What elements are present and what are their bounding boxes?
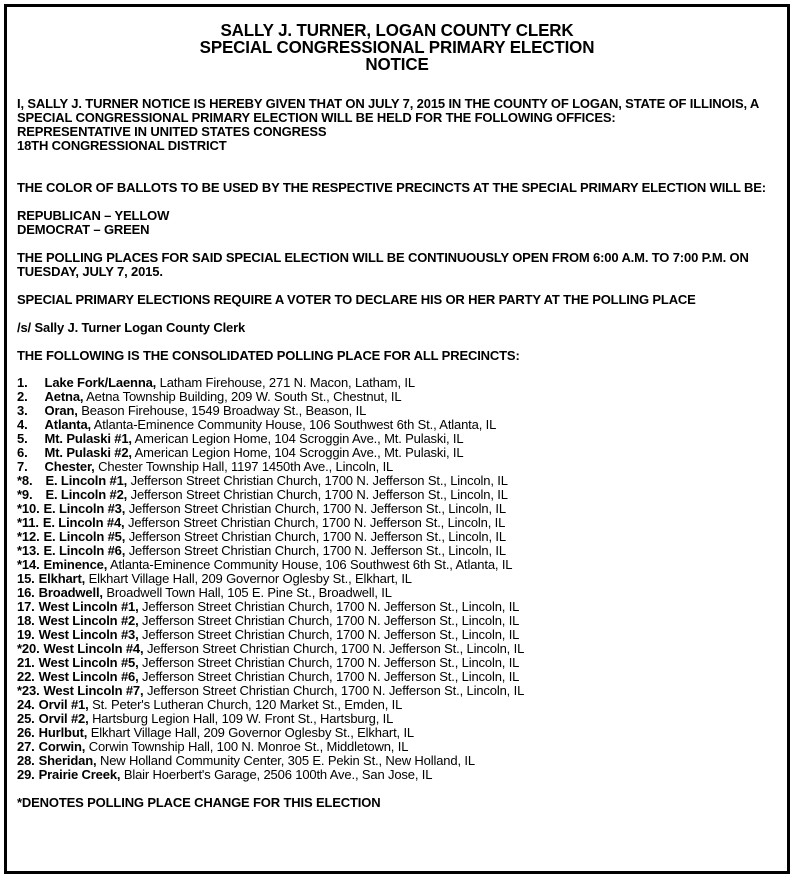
precinct-item (17, 754, 777, 768)
precinct-item (17, 376, 777, 390)
precinct-number: 29. (17, 767, 35, 782)
precinct-location: Elkhart Village Hall, 209 Governor Oglesby St., Elkhart, IL (88, 571, 412, 586)
precinct-location: American Legion Home, 104 Scroggin Ave., Mt. Pulaski, IL (134, 445, 464, 460)
precinct-location: Jefferson Street Christian Church, 1700 N. Jefferson St., Lincoln, IL (128, 501, 506, 516)
precinct-number: *20. (17, 641, 40, 656)
precinct-name: Orvil #2, (38, 711, 89, 726)
precinct-item (17, 390, 777, 404)
precinct-item (17, 530, 777, 544)
precinct-location: Jefferson Street Christian Church, 1700 N. Jefferson St., Lincoln, IL (130, 487, 508, 502)
precinct-location: Jefferson Street Christian Church, 1700 N. Jefferson St., Lincoln, IL (142, 613, 520, 628)
precinct-number: 25. (17, 711, 35, 726)
precinct-item (17, 544, 777, 558)
precinct-location: Latham Firehouse, 271 N. Macon, Latham, IL (159, 375, 415, 390)
precinct-name: West Lincoln #1, (38, 599, 139, 614)
precinct-number: 7. (17, 459, 28, 474)
precinct-number: *8. (17, 473, 33, 488)
precinct-number: *10. (17, 501, 40, 516)
precinct-location: Atlanta-Eminence Community House, 106 Southwest 6th St., Atlanta, IL (109, 557, 513, 572)
title-notice: NOTICE (365, 54, 429, 74)
precinct-item (17, 726, 777, 740)
polling-hours: THE POLLING PLACES FOR SAID SPECIAL ELECTION WILL BE CONTINUOUSLY OPEN FROM 6:00 A.M. TO 7:00 P.M. ON TUESDAY, JULY 7, 2015. (17, 250, 749, 279)
precinct-name: Corwin, (38, 739, 86, 754)
precinct-name: E. Lincoln #5, (43, 529, 126, 544)
precinct-list (17, 376, 777, 782)
precinct-location: New Holland Community Center, 305 E. Pekin St., New Holland, IL (99, 753, 475, 768)
precinct-number: 5. (17, 431, 28, 446)
ballot-color-republican: REPUBLICAN – YELLOW (17, 208, 170, 223)
precinct-name: West Lincoln #4, (43, 641, 144, 656)
precinct-name: Aetna, (44, 389, 84, 404)
precinct-name: Broadwell, (38, 585, 103, 600)
precinct-item (17, 768, 777, 782)
precinct-item (17, 404, 777, 418)
precinct-location: Jefferson Street Christian Church, 1700 N. Jefferson St., Lincoln, IL (128, 543, 506, 558)
precinct-name: West Lincoln #5, (38, 655, 139, 670)
precinct-number: 16. (17, 585, 35, 600)
notice-title (28, 22, 765, 73)
precinct-item (17, 460, 777, 474)
precinct-number: *14. (17, 557, 40, 572)
ballot-colors (17, 209, 777, 237)
precinct-item (17, 614, 777, 628)
precinct-item (17, 628, 777, 642)
precinct-item (17, 698, 777, 712)
precinct-item (17, 642, 777, 656)
title-election: SPECIAL CONGRESSIONAL PRIMARY ELECTION (199, 37, 595, 57)
precinct-item (17, 586, 777, 600)
precinct-name: Atlanta, (44, 417, 92, 432)
precinct-location: Aetna Township Building, 209 W. South St., Chestnut, IL (86, 389, 402, 404)
precinct-item (17, 712, 777, 726)
ballot-color-democrat: DEMOCRAT – GREEN (17, 222, 150, 237)
party-declaration: SPECIAL PRIMARY ELECTIONS REQUIRE A VOTER TO DECLARE HIS OR HER PARTY AT THE POLLING PLACE (17, 292, 696, 307)
district-name: 18TH CONGRESSIONAL DISTRICT (17, 138, 227, 153)
precinct-number: 17. (17, 599, 35, 614)
precinct-name: Mt. Pulaski #2, (44, 445, 132, 460)
precinct-name: Lake Fork/Laenna, (44, 375, 157, 390)
precinct-item (17, 600, 777, 614)
precinct-name: West Lincoln #3, (38, 627, 139, 642)
precinct-location: Chester Township Hall, 1197 1450th Ave., Lincoln, IL (98, 459, 394, 474)
precinct-name: Orvil #1, (38, 697, 89, 712)
precinct-number: 26. (17, 725, 35, 740)
precinct-name: Hurlbut, (38, 725, 88, 740)
precinct-name: Mt. Pulaski #1, (44, 431, 132, 446)
precinct-location: Jefferson Street Christian Church, 1700 N. Jefferson St., Lincoln, IL (142, 599, 520, 614)
precinct-location: Beason Firehouse, 1549 Broadway St., Beason, IL (81, 403, 367, 418)
precinct-name: E. Lincoln #2, (45, 487, 128, 502)
precinct-name: Prairie Creek, (38, 767, 121, 782)
precinct-item (17, 684, 777, 698)
precinct-name: West Lincoln #7, (43, 683, 144, 698)
precinct-name: West Lincoln #2, (38, 613, 139, 628)
precinct-number: 2. (17, 389, 28, 404)
precinct-name: E. Lincoln #3, (43, 501, 126, 516)
precinct-number: 27. (17, 739, 35, 754)
precinct-number: 15. (17, 571, 35, 586)
precinct-location: Jefferson Street Christian Church, 1700 N. Jefferson St., Lincoln, IL (142, 655, 520, 670)
precinct-list-heading: THE FOLLOWING IS THE CONSOLIDATED POLLING PLACE FOR ALL PRECINCTS: (17, 348, 520, 363)
precinct-location: Jefferson Street Christian Church, 1700 N. Jefferson St., Lincoln, IL (128, 529, 506, 544)
ballot-colors-intro: THE COLOR OF BALLOTS TO BE USED BY THE RESPECTIVE PRECINCTS AT THE SPECIAL PRIMARY ELECTION WILL BE: (17, 180, 766, 195)
precinct-number: 6. (17, 445, 28, 460)
precinct-item (17, 432, 777, 446)
precinct-item (17, 572, 777, 586)
precinct-number: 19. (17, 627, 35, 642)
precinct-location: Jefferson Street Christian Church, 1700 N. Jefferson St., Lincoln, IL (146, 683, 525, 698)
precinct-name: E. Lincoln #1, (45, 473, 128, 488)
precinct-item (17, 488, 777, 502)
precinct-name: E. Lincoln #6, (43, 543, 126, 558)
precinct-number: 24. (17, 697, 35, 712)
precinct-location: Jefferson Street Christian Church, 1700 N. Jefferson St., Lincoln, IL (130, 473, 508, 488)
precinct-item (17, 656, 777, 670)
precinct-number: *23. (17, 683, 40, 698)
precinct-number: 18. (17, 613, 35, 628)
precinct-number: 3. (17, 403, 28, 418)
precinct-location: American Legion Home, 104 Scroggin Ave., Mt. Pulaski, IL (134, 431, 464, 446)
precinct-location: Jefferson Street Christian Church, 1700 N. Jefferson St., Lincoln, IL (142, 669, 520, 684)
change-footnote: *DENOTES POLLING PLACE CHANGE FOR THIS ELECTION (17, 795, 381, 810)
precinct-number: 1. (17, 375, 28, 390)
precinct-item (17, 516, 777, 530)
intro-section (17, 97, 777, 153)
precinct-name: Elkhart, (38, 571, 86, 586)
precinct-location: St. Peter's Lutheran Church, 120 Market St., Emden, IL (92, 697, 403, 712)
precinct-location: Atlanta-Eminence Community House, 106 Southwest 6th St., Atlanta, IL (93, 417, 497, 432)
precinct-item (17, 418, 777, 432)
precinct-item (17, 670, 777, 684)
precinct-location: Corwin Township Hall, 100 N. Monroe St., Middletown, IL (88, 739, 409, 754)
precinct-number: *9. (17, 487, 33, 502)
precinct-number: 28. (17, 753, 35, 768)
notice-body (17, 22, 777, 810)
precinct-item (17, 502, 777, 516)
precinct-location: Jefferson Street Christian Church, 1700 N. Jefferson St., Lincoln, IL (146, 641, 525, 656)
clerk-signature: /s/ Sally J. Turner Logan County Clerk (17, 320, 246, 335)
precinct-number: *12. (17, 529, 40, 544)
precinct-location: Broadwell Town Hall, 105 E. Pine St., Broadwell, IL (106, 585, 392, 600)
precinct-name: E. Lincoln #4, (42, 515, 125, 530)
precinct-item (17, 558, 777, 572)
precinct-name: Sheridan, (38, 753, 97, 768)
precinct-number: *13. (17, 543, 40, 558)
precinct-item (17, 446, 777, 460)
precinct-number: 4. (17, 417, 28, 432)
precinct-item (17, 740, 777, 754)
intro-text: I, SALLY J. TURNER NOTICE IS HEREBY GIVEN THAT ON JULY 7, 2015 IN THE COUNTY OF LOGAN, STATE OF ILLINOIS, A SPECIAL CONGRESSIONAL PRIMARY ELECTION WILL BE HELD FOR THE FOLLOWING OFFICES: (17, 96, 759, 125)
precinct-number: *11. (17, 515, 39, 530)
precinct-location: Jefferson Street Christian Church, 1700 N. Jefferson St., Lincoln, IL (142, 627, 520, 642)
precinct-number: 21. (17, 655, 35, 670)
precinct-name: Oran, (44, 403, 78, 418)
precinct-item (17, 474, 777, 488)
precinct-location: Jefferson Street Christian Church, 1700 N. Jefferson St., Lincoln, IL (128, 515, 506, 530)
precinct-location: Elkhart Village Hall, 209 Governor Oglesby St., Elkhart, IL (90, 725, 415, 740)
precinct-name: Chester, (44, 459, 95, 474)
precinct-number: 22. (17, 669, 35, 684)
precinct-location: Hartsburg Legion Hall, 109 W. Front St., Hartsburg, IL (92, 711, 394, 726)
office-name: REPRESENTATIVE IN UNITED STATES CONGRESS (17, 124, 327, 139)
title-clerk: SALLY J. TURNER, LOGAN COUNTY CLERK (220, 20, 574, 40)
precinct-name: Eminence, (43, 557, 108, 572)
precinct-name: West Lincoln #6, (38, 669, 139, 684)
precinct-location: Blair Hoerbert's Garage, 2506 100th Ave., San Jose, IL (123, 767, 433, 782)
